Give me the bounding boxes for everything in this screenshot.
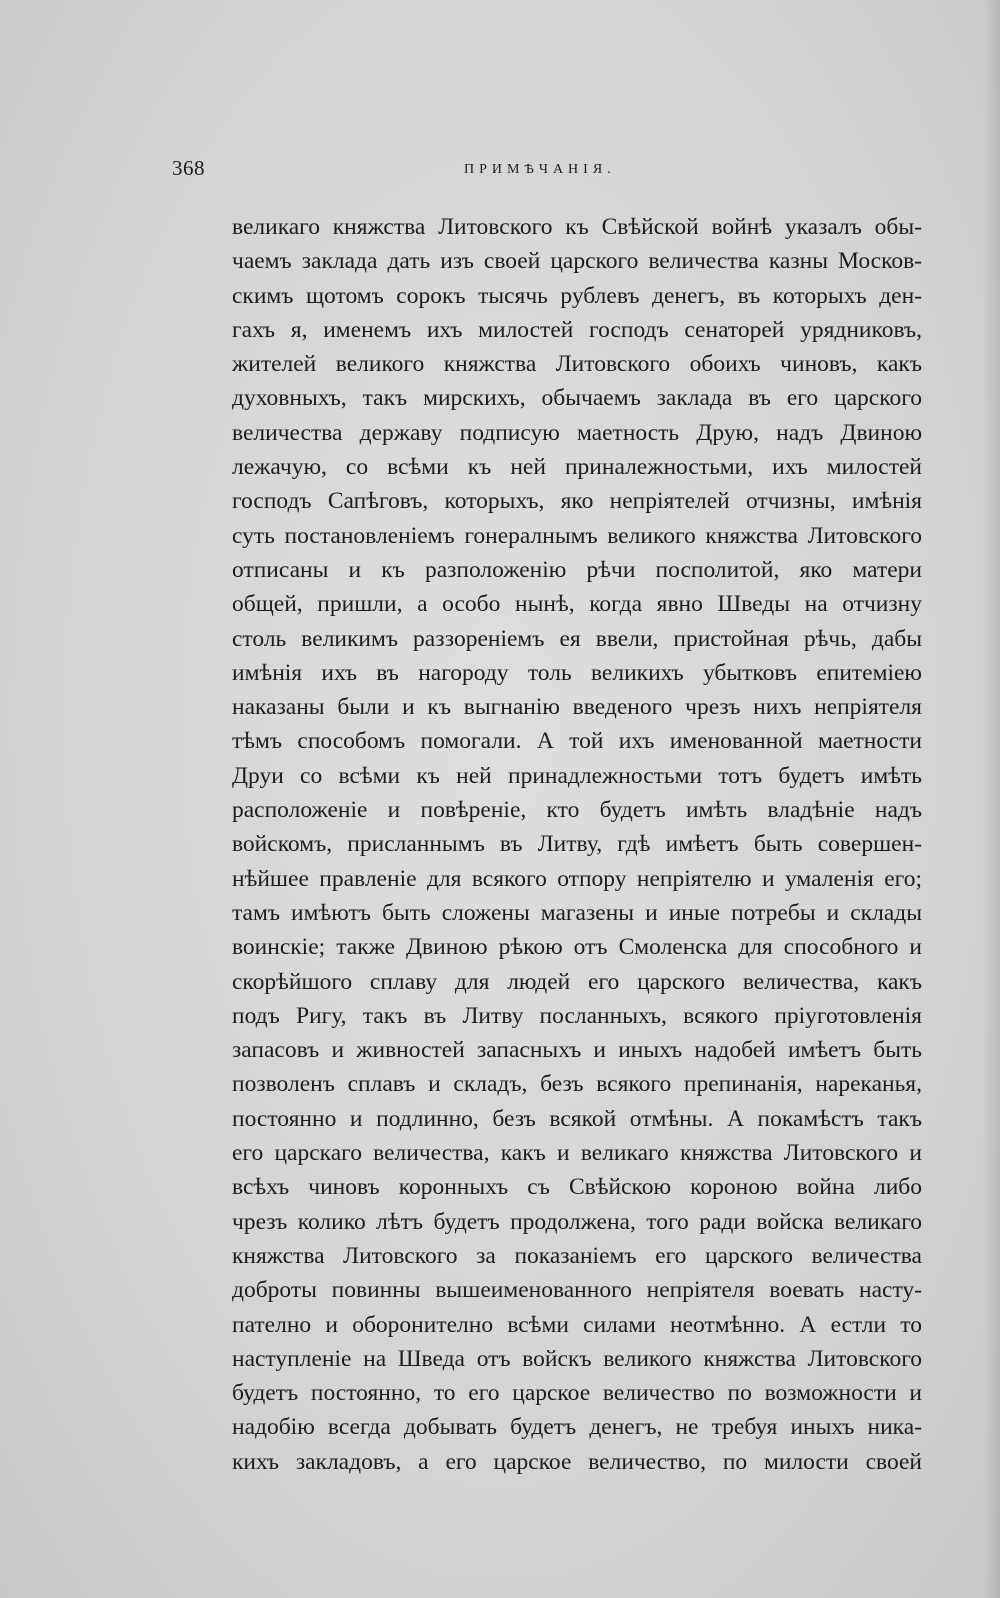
text-line: Друи со всѣми къ ней принадлежностьми тотъ будетъ имѣть: [232, 762, 922, 789]
text-line: воинскіе; также Двиною рѣкою отъ Смоленска для способного и: [232, 934, 922, 961]
page-header: [172, 152, 932, 188]
text-line: скорѣйшого сплаву для людей его царского величества, какъ: [232, 968, 922, 995]
text-line: наказаны были и къ выгнанію введеного чрезъ нихъ непріятеля: [232, 694, 922, 721]
running-title: ПРИМѢЧАНІЯ.: [464, 162, 616, 177]
text-line: гахъ я, именемъ ихъ милостей господъ сенаторей урядниковъ,: [232, 316, 922, 343]
text-line: подъ Ригу, такъ въ Литву посланныхъ, всякого пріуготовленія: [232, 1002, 922, 1029]
text-line: чрезъ колико лѣтъ будетъ продолжена, того ради войска великаго: [232, 1208, 922, 1235]
text-line: чаемъ заклада дать изъ своей царского величества казны Москов-: [232, 248, 922, 275]
text-line: позволенъ сплавъ и складъ, безъ всякого препинанія, нареканья,: [232, 1071, 922, 1098]
text-line: духовныхъ, такъ мирскихъ, обычаемъ заклада въ его царского: [232, 385, 922, 412]
text-line: всѣхъ чиновъ коронныхъ съ Свѣйскою короною война либо: [232, 1174, 922, 1201]
text-line: запасовъ и живностей запасныхъ и иныхъ надобей имѣетъ быть: [232, 1037, 922, 1064]
text-line: тамъ имѣютъ быть сложены магазены и иные потребы и склады: [232, 899, 922, 926]
text-line: пателно и оборонително всѣми силами неотмѣнно. А естли то: [232, 1311, 922, 1338]
text-line: общей, пришли, а особо нынѣ, когда явно Шведы на отчизну: [232, 591, 922, 618]
text-line: наступленіе на Шведа отъ войскъ великого княжства Литовского: [232, 1345, 922, 1372]
page-edge-shadow: [982, 0, 1000, 1598]
text-line: надобію всегда добывать будетъ денегъ, не требуя иныхъ ника-: [232, 1414, 922, 1441]
text-line: имѣнія ихъ въ нагороду толь великихъ убытковъ епитеміею: [232, 659, 922, 686]
body-text: [232, 210, 922, 1479]
text-line: нѣйшее правленіе для всякого отпору непріятелю и умаленія его;: [232, 865, 922, 892]
text-line: доброты повинны вышеименованного непріятеля воевать насту-: [232, 1277, 922, 1304]
text-line: жителей великого княжства Литовского обоихъ чиновъ, какъ: [232, 351, 922, 378]
text-line: суть постановленіемъ гонералнымъ великого княжства Литовского: [232, 522, 922, 549]
text-line: расположеніе и повѣреніе, кто будетъ имѣть владѣніе надъ: [232, 797, 922, 824]
text-line: тѣмъ способомъ помогали. А той ихъ именованной маетности: [232, 728, 922, 755]
text-line: великаго княжства Литовского къ Свѣйской войнѣ указалъ обы-: [232, 214, 922, 240]
text-line: войскомъ, присланнымъ въ Литву, гдѣ имѣетъ быть совершен-: [232, 831, 922, 858]
text-line: будетъ постоянно, то его царское величество по возможности и: [232, 1380, 922, 1407]
text-line: столь великимъ раззореніемъ ея ввели, пристойная рѣчь, дабы: [232, 625, 922, 652]
text-line: скимъ щотомъ сорокъ тысячь рублевъ денегъ, въ которыхъ ден-: [232, 282, 922, 309]
text-line: лежачую, со всѣми къ ней приналежностьми, ихъ милостей: [232, 454, 922, 481]
text-line: кихъ закладовъ, а его царское величество, по милости своей: [232, 1448, 922, 1475]
text-line: величества державу подписую маетность Друю, надъ Двиною: [232, 419, 922, 446]
text-line: постоянно и подлинно, безъ всякой отмѣны. А покамѣстъ такъ: [232, 1105, 922, 1132]
page-number: 368: [172, 156, 205, 180]
text-line: его царскаго величества, какъ и великаго княжства Литовского и: [232, 1140, 922, 1167]
text-line: отписаны и къ разположенію рѣчи посполитой, яко матери: [232, 556, 922, 583]
text-line: господъ Сапѣговъ, которыхъ, яко непріятелей отчизны, имѣнія: [232, 488, 922, 515]
text-line: княжства Литовского за показаніемъ его царского величества: [232, 1242, 922, 1269]
